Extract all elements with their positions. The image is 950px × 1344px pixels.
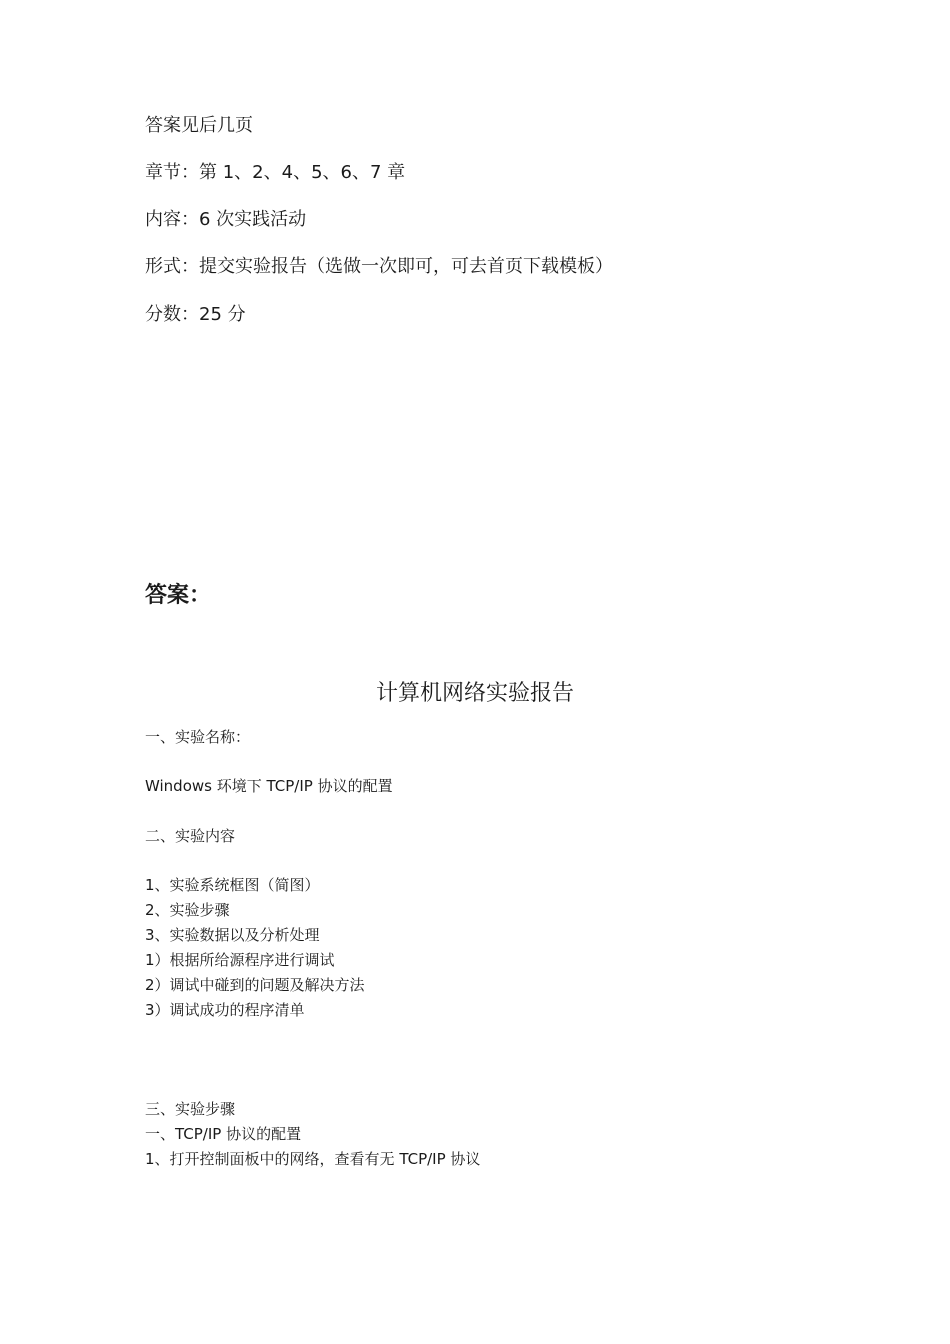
content-item: 3）调试成功的程序清单 (145, 1001, 305, 1019)
step-1: 1、打开控制面板中的网络，查看有无 TCP/IP 协议 (145, 1150, 481, 1168)
intro-score: 分数：25 分 (145, 304, 246, 325)
content-item: 3、实验数据以及分析处理 (145, 926, 320, 944)
content-item: 1）根据所给源程序进行调试 (145, 951, 335, 969)
step-sub-heading: 一、TCP/IP 协议的配置 (145, 1125, 302, 1143)
content-item: 2）调试中碰到的问题及解决方法 (145, 976, 365, 994)
answer-heading: 答案： (145, 583, 212, 608)
section-3-heading: 三、实验步骤 (145, 1100, 236, 1118)
section-1-heading: 一、实验名称： (145, 728, 251, 746)
report-title: 计算机网络实验报告 (375, 681, 574, 706)
section-2-heading: 二、实验内容 (145, 827, 236, 845)
experiment-name: Windows 环境下 TCP/IP 协议的配置 (145, 777, 393, 795)
intro-format: 形式：提交实验报告（选做一次即可，可去首页下载模板） (145, 256, 613, 277)
intro-chapters: 章节：第 1、2、4、5、6、7 章 (145, 162, 406, 183)
content-item: 2、实验步骤 (145, 901, 230, 919)
content-item: 1、实验系统框图（简图） (145, 876, 320, 894)
intro-answer-note: 答案见后几页 (145, 115, 253, 136)
intro-content: 内容：6 次实践活动 (145, 209, 307, 230)
